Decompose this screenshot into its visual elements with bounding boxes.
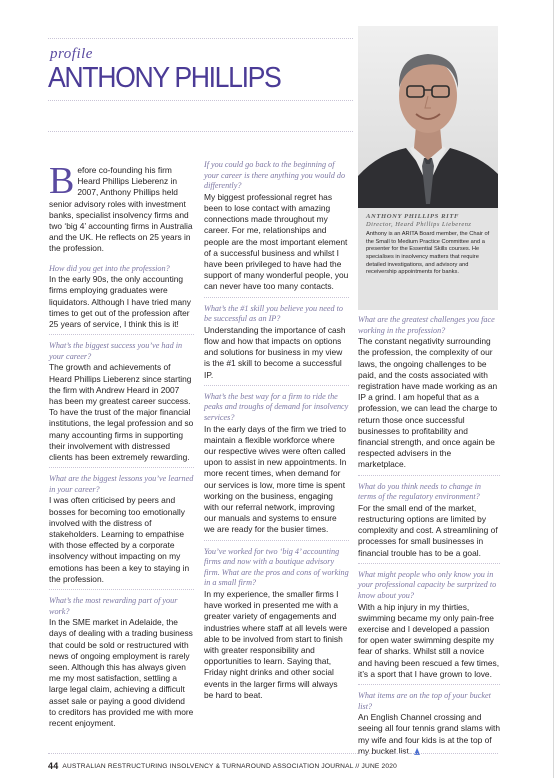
answer: I was often criticised by peers and bosses for becoming too emotionally involved with the distress of stakeholders. Learning to empathise with those effected by a corporate insolvency without impacting on my emotions has been a key to staying in the profession. — [49, 495, 190, 584]
caption-name: ANTHONY PHILLIPS RITF — [366, 213, 459, 220]
question: You’ve worked for two ‘big 4’ accounting firms and now with a boutique advisory firm. What are the pros and cons of working in a small firm? — [204, 546, 349, 588]
divider — [204, 385, 349, 386]
divider — [49, 467, 194, 468]
answer: In the early days of the firm we tried to maintain a flexible workforce where our respective wives were often called upon to assist in new appointments. In more recent times, when demand for our services is low, more time is spent working on the business, engaging with our referral network, improving our manuals and systems to ensure we are ready for the busier times. — [204, 423, 347, 535]
question: What are the greatest challenges you face working in the profession? — [358, 315, 495, 335]
page-footer — [48, 761, 397, 771]
column-2 — [204, 160, 349, 701]
question: What items are on the top of your bucket list? — [358, 691, 491, 711]
photo-caption — [358, 208, 498, 310]
portrait-photo — [358, 26, 498, 208]
answer: The constant negativity surrounding the profession, the complexity of our laws, the ongoing challenges to be paid, and the costs associated with registration have made working as an IP a grind. I am hopeful that as a profession, we can lead the charge to return those once successful businesses to profitability and financial strength, and once again be respected advisers in the marketplace. — [358, 336, 498, 470]
answer: My biggest professional regret has been to lose contact with amazing connections made throughout my career. For me, relationships and people are the most important element of a successful business and whilst I have been privileged to have had the support of many wonderful people, you can never have too many contacts. — [204, 191, 349, 292]
page-number: 44 — [48, 761, 59, 771]
header-rule-top — [48, 38, 353, 39]
question: What’s the #1 skill you believe you need to be successful as an IP? — [204, 303, 343, 324]
divider — [204, 540, 349, 541]
column-3 — [358, 315, 500, 757]
question: What might people who only know you in your professional capacity be surprized to know about you? — [358, 569, 497, 601]
page-title: ANTHONY PHILLIPS — [48, 62, 281, 94]
header-rule-below-title — [48, 131, 353, 132]
portrait-illustration — [358, 26, 498, 208]
answer: For the small end of the market, restructuring options are limited by complexity and cost. A streamlining of processes for small businesses in financial trouble has to be a goal. — [358, 502, 498, 558]
answer: An English Channel crossing and seeing all four tennis grand slams with my wife and four kids is at the top of my bucket list. — [358, 712, 500, 756]
question: What’s the biggest success you’ve had in your career? — [49, 341, 183, 361]
column-1 — [49, 160, 194, 729]
question: What are the biggest lessons you’ve learned in your career? — [49, 474, 194, 494]
caption-bio: Anthony is an ARITA Board member, the Chair of the Small to Medium Practice Committee and a presenter for the Essential Skills courses. He specialises in insolvency matters that require detailed investigations, and advisory and receivership appointments for banks. — [366, 231, 490, 276]
divider — [49, 589, 194, 590]
divider — [358, 475, 500, 476]
answer: The growth and achievements of Heard Phillips Lieberenz since starting the firm with Andrew Heard in 2007 has been my greatest career success. To have the trust of the major financial institutions, the legal profession and so many accounting firms in supporting their involvement with distressed clients has been extremely rewarding. — [49, 362, 194, 463]
intro-text: efore co-founding his firm Heard Phillips Lieberenz in 2007, Anthony Phillips held senior advisory roles with investment banks, specialist insolvency firms and two ‘big 4’ accounting firms in Australia and the UK. He reflects on 25 years in the profession. — [49, 165, 193, 254]
header-rule-bottom — [48, 100, 353, 101]
caption-role: Director, Heard Phillips Lieberenz — [366, 221, 472, 228]
question: What’s the most rewarding part of your work? — [49, 596, 178, 616]
section-label: profile — [50, 46, 93, 62]
journal-name: AUSTRALIAN RESTRUCTURING INSOLVENCY & TURNAROUND ASSOCIATION JOURNAL // JUNE 2020 — [62, 763, 398, 770]
question: If you could go back to the beginning of your career is there anything you would do differently? — [204, 160, 346, 191]
divider — [358, 563, 500, 564]
answer: In the early 90s, the only accounting firms employing graduates were liquidators. Although I have tried many times to get out of the profession after 25 years of service, I think this is it! — [49, 274, 191, 330]
divider — [204, 297, 349, 298]
footer-rule — [48, 753, 498, 754]
answer-with-endmark — [358, 712, 500, 757]
drop-cap: B — [49, 160, 75, 202]
answer: In the SME market in Adelaide, the days of dealing with a trading business that could be sold or restructured with news of ongoing employment is rarely seen. Although this has always given me my most satisfaction, settling a large legal claim, achieving a difficult asset sale or paying a good dividend to creditors has provided me with more recent enjoyment. — [49, 617, 194, 729]
divider — [358, 684, 500, 685]
question: What’s the best way for a firm to ride the peaks and troughs of demand for insolvency services? — [204, 391, 349, 422]
answer: In my experience, the smaller firms I have worked in presented me with a greater variety of engagements and industries where staff at all levels were able to be involved from start to finish with greater responsibility and opportunities to learn. Saying that, Friday night drinks and other social events in the larger firms will always be hard to beat. — [204, 589, 348, 700]
answer: With a hip injury in my thirties, swimming became my only pain-free exercise and I developed a passion for open water swimming despite my fear of sharks. Whilst still a novice and having been rescued a few times, it’s a sport that I have grown to love. — [358, 601, 500, 679]
question: What do you think needs to change in terms of the regulatory environment? — [358, 481, 482, 502]
divider — [49, 334, 194, 335]
answer: Understanding the importance of cash flow and how that impacts on options and solutions for business in my view is the #1 skill to become a successful IP. — [204, 324, 346, 380]
question: How did you get into the profession? — [49, 263, 170, 273]
